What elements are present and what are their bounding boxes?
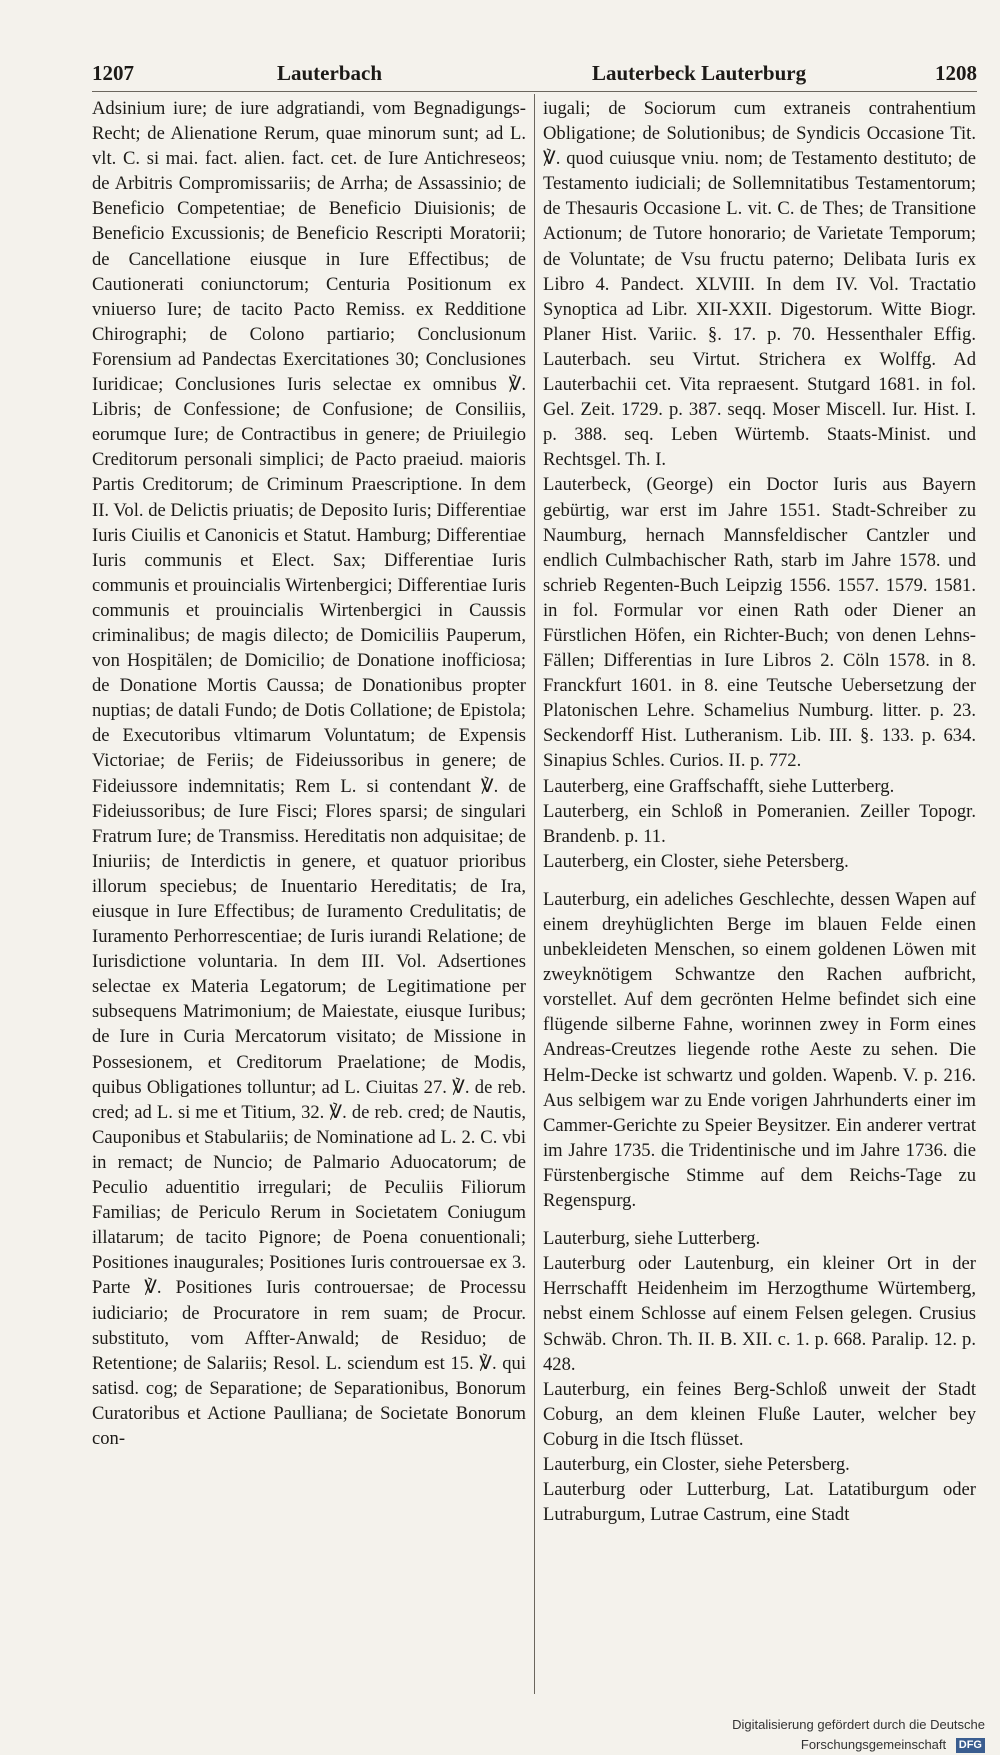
entry-lauterberg-graffschafft: Lauterberg, eine Graffschafft, siehe Lutterberg.	[543, 775, 895, 797]
page-header	[92, 58, 977, 88]
dfg-logo: DFG	[956, 1738, 985, 1753]
entry-lauterburg-siehe: Lauterburg, siehe Lutterberg.	[543, 1228, 761, 1250]
entry-continuation: iugali; de Sociorum cum extraneis contrahentium Obligatione; de Solutionibus; de Syndicis Occasione Tit. ℣. quod cuiusque vniu. nom; de Testamento destituto; de Testamento iudiciali; de Sollemnitatibus Testamentorum; de Thesauris Occasione L. vit. C. de Thes; de Transitione Actionum; de Tutore honorario; de Varietate Temporum; de Voluntate; de Vsu fructu paterno; Delibata Iuris ex Libro 4. Pandect. XLVIII. In dem IV. Vol. Tractatio Synoptica ad Libr. XII-XXII. Digestorum. Witte Biogr. Planer Hist. Variic. §. 17. p. 70. Hessenthaler Effig. Lauterbach. seu Virtut. Strichera ex Wolffg. Ad Lauterbachii cet. Vita repraesent. Stutgard 1681. in fol. Gel. Zeit. 1729. p. 387. seqq. Moser Miscell. Iur. Hist. I. p. 388. seq. Leben Würtemb. Staats-Minist. und Rechtsgel. Th. I.	[543, 98, 976, 471]
left-column-text: Adsinium iure; de iure adgratiandi, vom Begnadigungs-Recht; de Alienatione Rerum, quae minorum sunt; ad L. vlt. C. si mai. fact. alien. fact. cet. de Iure Antichreseos; de Arbitris Compromissariis; de Arrha; de Assassinio; de Beneficio Competentiae; de Beneficio Diuisionis; de Beneficio Excussionis; de Beneficio Rescripti Moratorii; de Cancellatione eiusque in Iure Effectibus; de Cautionerati coniunctorum; Centuria Positionum ex vniuerso Iure; de tacito Pacto Remiss. ex Redditione Chirographi; de Colono partiario; Conclusionum Forensium ad Pandectas Exercitationes 30; Conclusiones Iuridicae; Conclusiones Iuris selectae ex omnibus ℣. Libris; de Confessione; de Confusione; de Consiliis, eorumque Iure; de Contractibus in genere; de Priuilegio Creditorum personali simplici; de Pacto praeiud. maioris Partis Creditorum; de Criminum Praescriptione. In dem II. Vol. de Delictis priuatis; de Deposito Iuris; Differentiae Iuris Ciuilis et Canonicis et Statut. Hamburg; Differentiae Iuris communis et Elect. Sax; Differentiae Iuris communis et prouincialis Wirtenbergici; Differentiae Iuris communis et prouincialis Wirtenbergici in Caussis criminalibus; de magis dilecto; de Domiciliis Pauperum, von Hospitälen; de Domicilio; de Donatione inofficiosa; de Donatione Mortis Caussa; de Donationibus propter nuptias; de datali Fundo; de Dotis Collatione; de Epistola; de Executoribus vltimarum Voluntatum; de Expensis Victoriae; de Feriis; de Fideiussoribus in genere; de Fideiussore indemnitatis; Rem L. si contendant ℣. de Fideiussoribus; de Iure Fisci; Flores sparsi; de singulari Fratrum Iure; de Transmiss. Hereditatis non adquisitae; de Iniuriis; de Interdictis in genere, et quatuor prioribus illorum speciebus; de Inuentario Hereditatis; de Ira, eiusque in Iure Effectibus; de Iuramento Credulitatis; de Iuramento Perhorrescentiae; de Iuris iurandi Relatione; de Iurisdictione voluntaria. In dem III. Vol. Adsertiones selectae ex Materia Legatorum; de Legitimatione per subsequens Matrimonium; de Maiestate, eiusque Iuribus; de Iure in Curia Mercatorum visitato; de Missione in Possesionem, et Creditorum Praelatione; de Modis, quibus Obligationes tolluntur; ad L. Ciuitas 27. ℣. de reb. cred; ad L. si me et Titium, 32. ℣. de reb. cred; de Nautis, Cauponibus et Stabulariis; de Nominatione ad L. 2. C. vbi in remact; de Nuncio; de Palmario Aduocatorum; de Peculio aduentitio irregulari; de Peculiis Filiorum Familias; de Periculo Rerum in Societatem Coniugum illatarum; de tacito Pignore; de Poena conuentionali; Positiones inaugurales; Positiones Iuris controuersae ex 3. Parte ℣. Positiones Iuris controuersae; de Processu iudiciario; de Procuratore in rem suam; de Procur. substituto, vom Affter-Anwald; de Residuo; de Retentione; de Salariis; Resol. L. sciendum est 15. ℣. qui satisd. cog; de Separatione; de Separationibus, Bonorum Curatoribus et Actione Paulliana; de Societate Bonorum con-	[92, 98, 526, 1449]
page-number-left: 1207	[92, 61, 134, 85]
entry-lauterburg-ort: Lauterburg oder Lautenburg, ein kleiner Ort in der Herrschafft Heidenheim im Herzogthume Würtemberg, nebst einem Schlosse auf einem Felsen gelegen. Crusius Schwäb. Chron. Th. II. B. XII. c. 1. p. 668. Paralip. 12. p. 428.	[543, 1253, 976, 1375]
running-head-right: Lauterbeck Lauterburg	[592, 61, 807, 85]
entry-lauterberg-schloss: Lauterberg, ein Schloß in Pomeranien. Zeiller Topogr. Brandenb. p. 11.	[543, 800, 976, 847]
right-column	[543, 96, 976, 1696]
column-divider	[534, 94, 535, 1694]
left-column	[92, 96, 526, 1696]
digitization-footer	[600, 1715, 985, 1752]
entry-lauterbeck: Lauterbeck, (George) ein Doctor Iuris aus Bayern gebürtig, war erst im Jahre 1551. Stadt-Schreiber zu Naumburg, hernach Mannsfeldischer Cantzler und endlich Culmbachischer Rath, starb im Jahre 1578. und schrieb Regenten-Buch Leipzig 1556. 1557. 1579. 1581. in fol. Formular vor einen Rath oder Diener an Fürstlichen Höfen, ein Richter-Buch; von denen Lehns-Fällen; Differentias in Iure Libros 2. Cöln 1578. in 8. Franckfurt 1601. in 8. eine Teutsche Uebersetzung der Platonischen Lehre. Schamelius Numburg. litter. p. 23. Seckendorff Hist. Lutheranism. Lib. III. §. 133. p. 634. Sinapius Schles. Curios. II. p. 772.	[543, 474, 976, 772]
running-head-left: Lauterbach	[277, 61, 382, 85]
entry-gap	[543, 1213, 976, 1226]
header-rule	[92, 91, 977, 92]
entry-lauterberg-closter: Lauterberg, ein Closter, siehe Petersberg.	[543, 850, 849, 872]
entry-lauterburg-closter: Lauterburg, ein Closter, siehe Petersberg.	[543, 1453, 850, 1475]
entry-gap	[543, 874, 976, 887]
entry-lauterburg-bergschloss: Lauterburg, ein feines Berg-Schloß unweit der Stadt Coburg, an dem kleinen Fluße Lauter, welcher bey Coburg in die Itsch flüsset.	[543, 1378, 976, 1450]
page-number-right: 1208	[935, 61, 977, 85]
footer-text: Digitalisierung gefördert durch die Deutsche Forschungsgemeinschaft	[732, 1717, 985, 1752]
entry-lauterburg-geschlechte: Lauterburg, ein adeliches Geschlechte, dessen Wapen auf einem dreyhüglichten Berge im blauen Felde einen unbekleideten Menschen, so einem goldenen Löwen mit zweyknötigem Schwantze den Rachen aufbricht, vorstellet. Auf dem gecrönten Helme befindet sich eine flügende silberne Fahne, worinnen zwey in Form eines Andreas-Creutzes liegende rothe Aeste zu sehen. Die Helm-Decke ist schwartz und golden. Wapenb. V. p. 216. Aus selbigem war zu Ende vorigen Jahrhunderts einer im Cammer-Gerichte zu Speier Beysitzer. Ein anderer vertrat im Jahre 1735. die Tridentinische und im Jahre 1736. die Fürstenbergische Stimme auf dem Reichs-Tage zu Regenspurg.	[543, 888, 976, 1212]
entry-lauterburg-stadt: Lauterburg oder Lutterburg, Lat. Latatiburgum oder Lutraburgum, Lutrae Castrum, eine Stadt	[543, 1479, 976, 1526]
